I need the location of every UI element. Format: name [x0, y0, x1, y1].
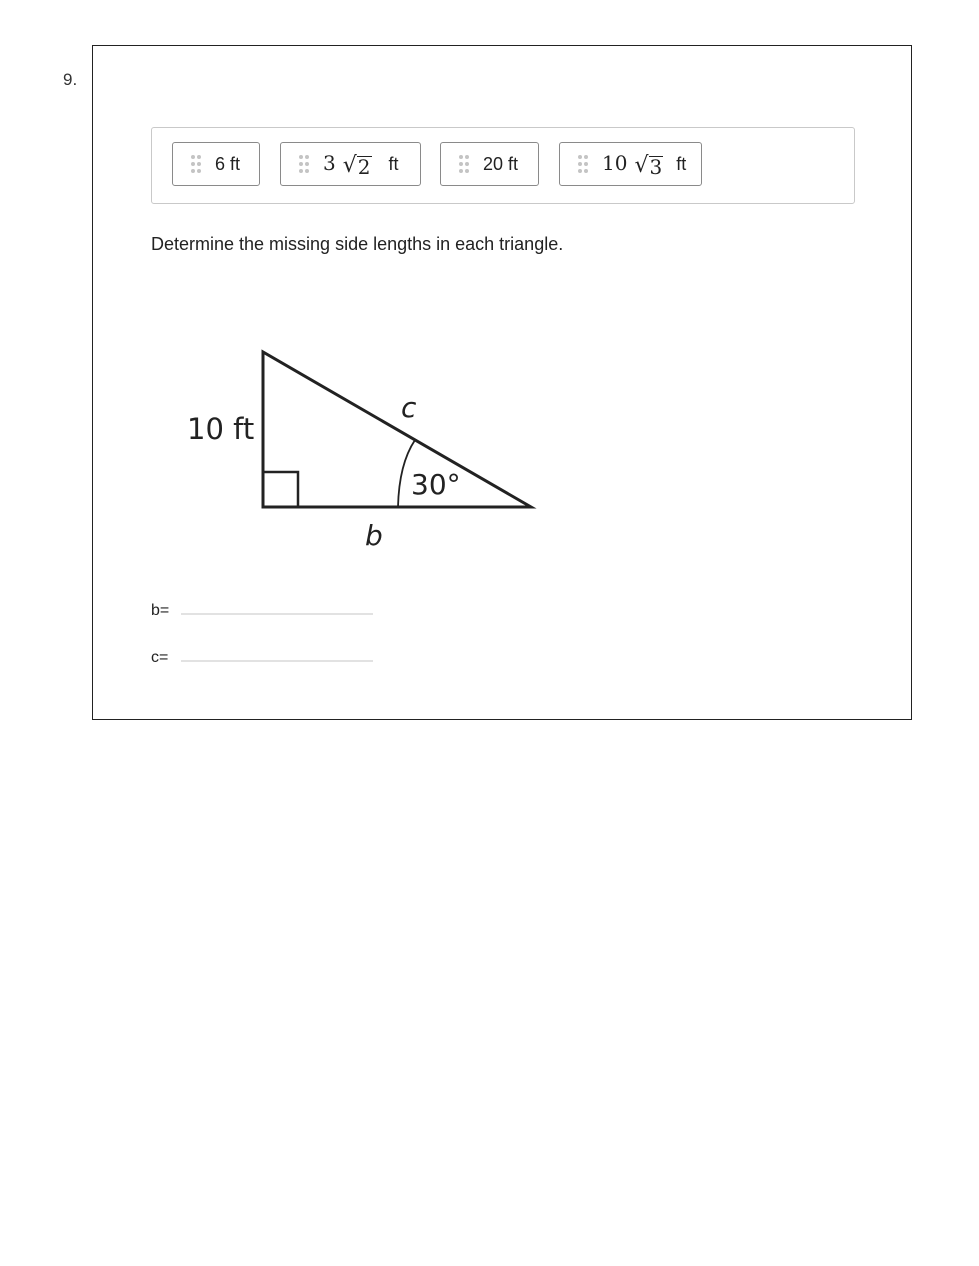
right-angle-marker [263, 472, 298, 507]
radicand: 2 [357, 154, 371, 179]
drag-handle-icon[interactable] [299, 155, 309, 173]
coefficient: 3 [323, 151, 336, 176]
sqrt-symbol: √ 2 [342, 152, 371, 179]
unit: ft [676, 154, 687, 175]
answer-label-b: b= [151, 602, 170, 619]
choice-expression [323, 151, 399, 179]
hypotenuse-label-c: c [401, 391, 417, 424]
question-card [92, 45, 912, 720]
sqrt-symbol: √ 3 [634, 152, 663, 179]
choice-chip-20ft[interactable] [440, 142, 539, 186]
question-number: 9. [63, 70, 78, 89]
coefficient: 10 [602, 151, 628, 176]
question-prompt: Determine the missing side lengths in each triangle. [151, 234, 564, 254]
triangle-outline [263, 352, 531, 507]
choice-label: 6 ft [215, 153, 241, 174]
answer-label-c: c= [151, 649, 169, 666]
side-label-10ft: 10 ft [187, 412, 255, 446]
answer-input-b[interactable] [181, 591, 373, 615]
choice-label: 20 ft [483, 153, 519, 174]
drag-handle-icon[interactable] [578, 155, 588, 173]
unit: ft [388, 154, 399, 175]
drag-handle-icon[interactable] [191, 155, 201, 173]
choice-chip-3-sqrt-2-ft[interactable] [280, 142, 421, 186]
choice-expression [602, 151, 687, 179]
choice-chip-6ft[interactable] [172, 142, 260, 186]
answer-input-c[interactable] [181, 638, 373, 662]
base-label-b: b [365, 519, 383, 552]
right-triangle-figure [151, 316, 551, 566]
drag-handle-icon[interactable] [459, 155, 469, 173]
radicand: 3 [649, 154, 663, 179]
angle-label-30: 30° [411, 468, 461, 501]
answer-choice-tray[interactable] [151, 127, 855, 204]
choice-chip-10-sqrt-3-ft[interactable] [559, 142, 702, 186]
